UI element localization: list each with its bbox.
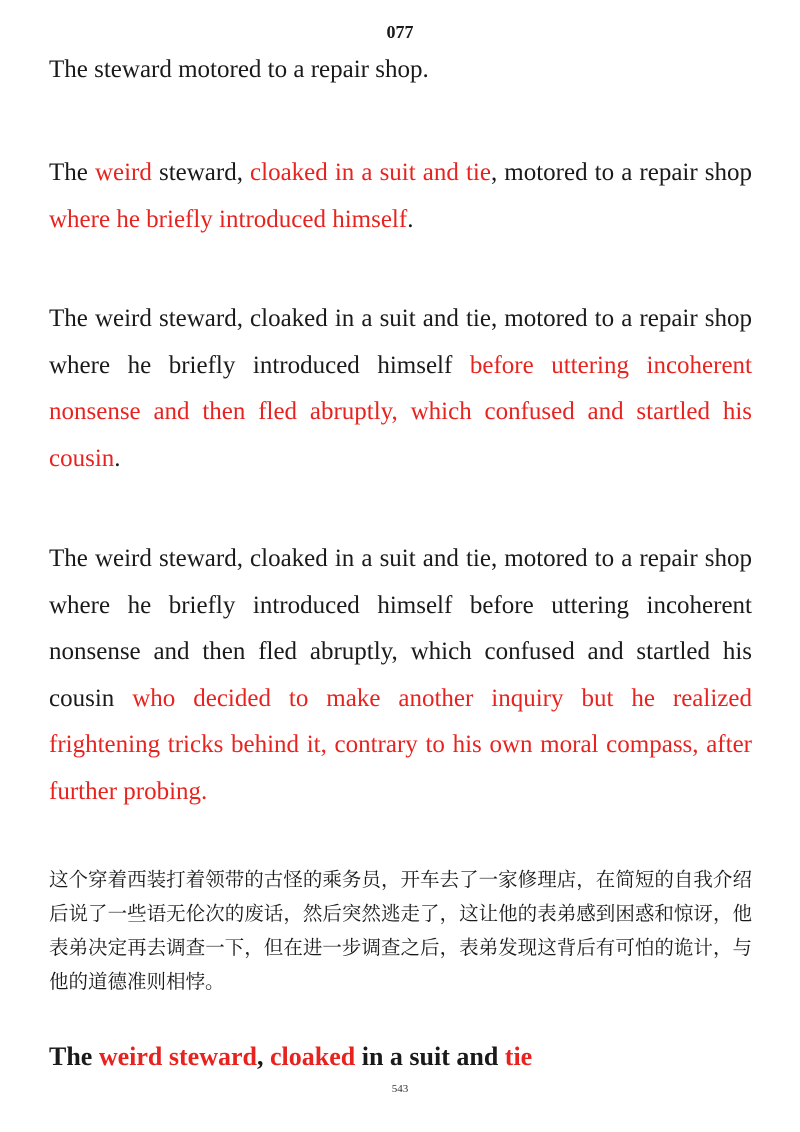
headline-segment: ,: [256, 1042, 270, 1071]
chinese-translation: 这个穿着西装打着领带的古怪的乘务员，开车去了一家修理店，在简短的自我介绍后说了一些语无伦次的废话，然后突然逃走了，这让他的表弟感到困惑和惊讶，他表弟决定再去调查一下，但在进一步调查之后，表弟发现这背后有可怕的诡计，与他的道德准则相悖。: [49, 868, 752, 993]
sentence-paragraph-1: [49, 50, 752, 90]
sentence-segment: .: [114, 444, 121, 472]
page-number: 543: [391, 1083, 409, 1095]
headline-highlight: tie: [504, 1042, 533, 1071]
sentence-segment: .: [407, 205, 414, 233]
sentence-segment: The steward motored to a repair shop.: [49, 56, 429, 83]
highlighted-phrase: who decided to make another inquiry but he realized frightening tricks behind it, contrary to his own moral compass, after further probing.: [49, 684, 752, 805]
sentence-paragraph-2: [49, 150, 752, 243]
highlighted-phrase: before uttering incoherent nonsense and then fled abruptly, which confused and startled his cousin: [49, 351, 753, 472]
headline-highlight: weird steward: [98, 1042, 257, 1071]
headline-highlight: cloaked: [269, 1042, 356, 1071]
summary-headline: [49, 1040, 532, 1074]
page-label: 077: [386, 22, 414, 42]
sentence-segment: The weird steward, cloaked in a suit and tie, motored to a repair shop where he briefly introduced himself before uttering incoherent nonsense and then fled abruptly, which confused and startled his cousin: [49, 545, 752, 712]
sentence-segment: steward,: [151, 159, 251, 186]
sentence-paragraph-3: [49, 296, 752, 482]
highlighted-phrase: where he briefly introduced himself: [49, 205, 408, 233]
sentence-segment: The weird steward, cloaked in a suit and tie, motored to a repair shop where he briefly introduced himself: [49, 305, 752, 379]
sentence-segment: , motored to a repair shop: [490, 159, 752, 186]
highlighted-phrase: cloaked in a suit and tie: [250, 159, 491, 186]
headline-segment: The: [49, 1042, 99, 1071]
headline-segment: in a suit and: [355, 1042, 505, 1071]
sentence-segment: The: [49, 159, 95, 186]
highlighted-phrase: weird: [94, 159, 152, 186]
sentence-paragraph-4: [49, 536, 752, 815]
